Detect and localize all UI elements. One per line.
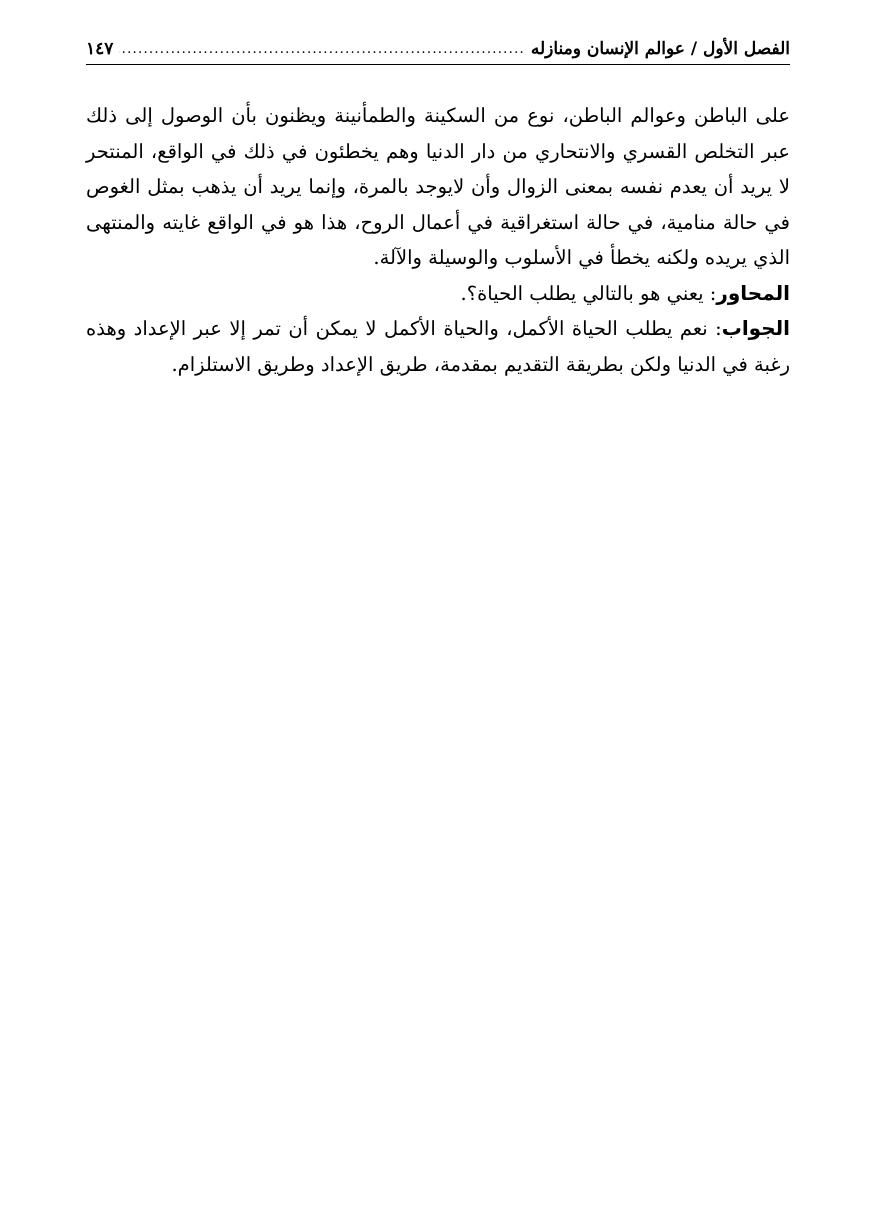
- dot-leader: [119, 36, 524, 62]
- answer-paragraph: [86, 311, 790, 382]
- question-paragraph: [86, 276, 790, 312]
- answer-speaker-label: الجواب: [721, 316, 790, 340]
- question-text: : يعني هو بالتالي يطلب الحياة؟.: [460, 281, 717, 305]
- body-text: [86, 98, 790, 382]
- header-rule: [86, 64, 790, 65]
- paragraph: على الباطن وعوالم الباطن، نوع من السكينة والطمأنينة ويظنون بأن الوصول إلى ذلك عبر التخلص القسري والانتحاري من دار الدنيا وهم يخطئون في ذلك في الواقع، المنتحر لا يريد أن يعدم نفسه بمعنى الزوال وأن لايوجد بالمرة، وإنما يريد أن يذهب بمثل الغوص في حالة منامية، في حالة استغراقية في أعمال الروح، هذا هو في الواقع غايته والمنتهى الذي يريده ولكنه يخطأ في الأسلوب والوسيلة والآلة.: [86, 104, 790, 269]
- question-speaker-label: المحاور: [716, 280, 790, 305]
- running-header: [86, 36, 790, 62]
- chapter-title: الفصل الأول / عوالم الإنسان ومنازله: [530, 39, 790, 59]
- page-number: ١٤٧: [86, 39, 114, 59]
- answer-text: : نعم يطلب الحياة الأكمل، والحياة الأكمل لا يمكن أن تمر إلا عبر الإعداد وهذه رغبة في الدنيا ولكن بطريقة التقديم بمقدمة، طريق الإعداد وطريق الاستلزام.: [86, 317, 790, 376]
